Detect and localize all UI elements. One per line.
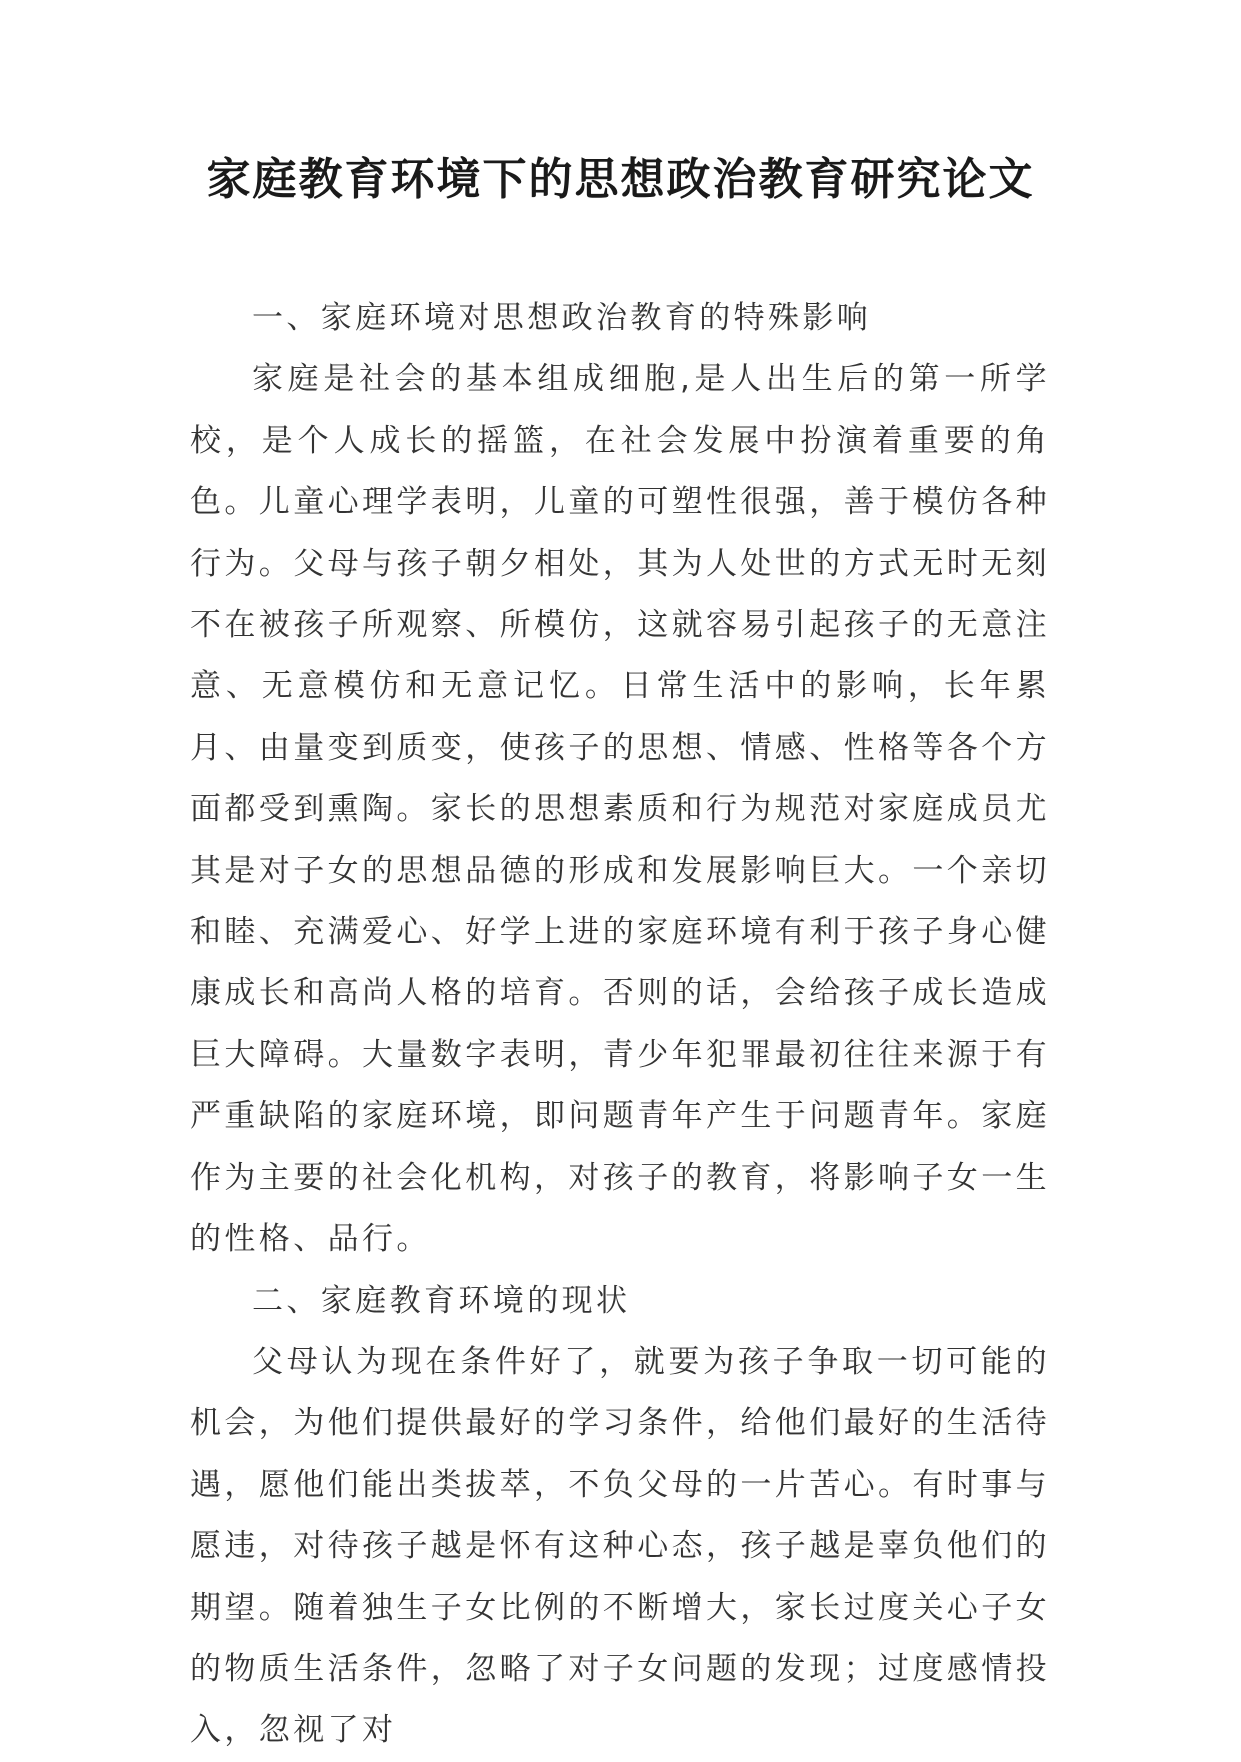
section-heading-2: 二、家庭教育环境的现状 xyxy=(252,1282,631,1319)
document-body xyxy=(190,288,1050,1762)
section-heading-1: 一、家庭环境对思想政治教育的特殊影响 xyxy=(252,300,872,336)
document-title: 家庭教育环境下的思想政治教育研究论文 xyxy=(206,154,1035,205)
paragraph-2: 父母认为现在条件好了，就要为孩子争取一切可能的机会，为他们提供最好的学习条件，给他们最好的生活待遇，愿他们能出类拔萃，不负父母的一片苦心。有时事与愿违，对待孩子越是怀有这种心态，孩子越是辜负他们的期望。随着独生子女比例的不断增大，家长过度关心子女的物质生活条件，忽略了对子女问题的发现；过度感情投入，忽视了对 xyxy=(190,1343,1050,1749)
paragraph-1: 家庭是社会的基本组成细胞,是人出生后的第一所学校，是个人成长的摇篮，在社会发展中扮演着重要的角色。儿童心理学表明，儿童的可塑性很强，善于模仿各种行为。父母与孩子朝夕相处，其为人处世的方式无时无刻不在被孩子所观察、所模仿，这就容易引起孩子的无意注意、无意模仿和无意记忆。日常生活中的影响，长年累月、由量变到质变，使孩子的思想、情感、性格等各个方面都受到熏陶。家长的思想素质和行为规范对家庭成员尤其是对子女的思想品德的形成和发展影响巨大。一个亲切和睦、充满爱心、好学上进的家庭环境有利于孩子身心健康成长和高尚人格的培育。否则的话，会给孩子成长造成巨大障碍。大量数字表明，青少年犯罪最初往往来源于有严重缺陷的家庭环境，即问题青年产生于问题青年。家庭作为主要的社会化机构，对孩子的教育，将影响子女一生的性格、品行。 xyxy=(190,361,1050,1258)
